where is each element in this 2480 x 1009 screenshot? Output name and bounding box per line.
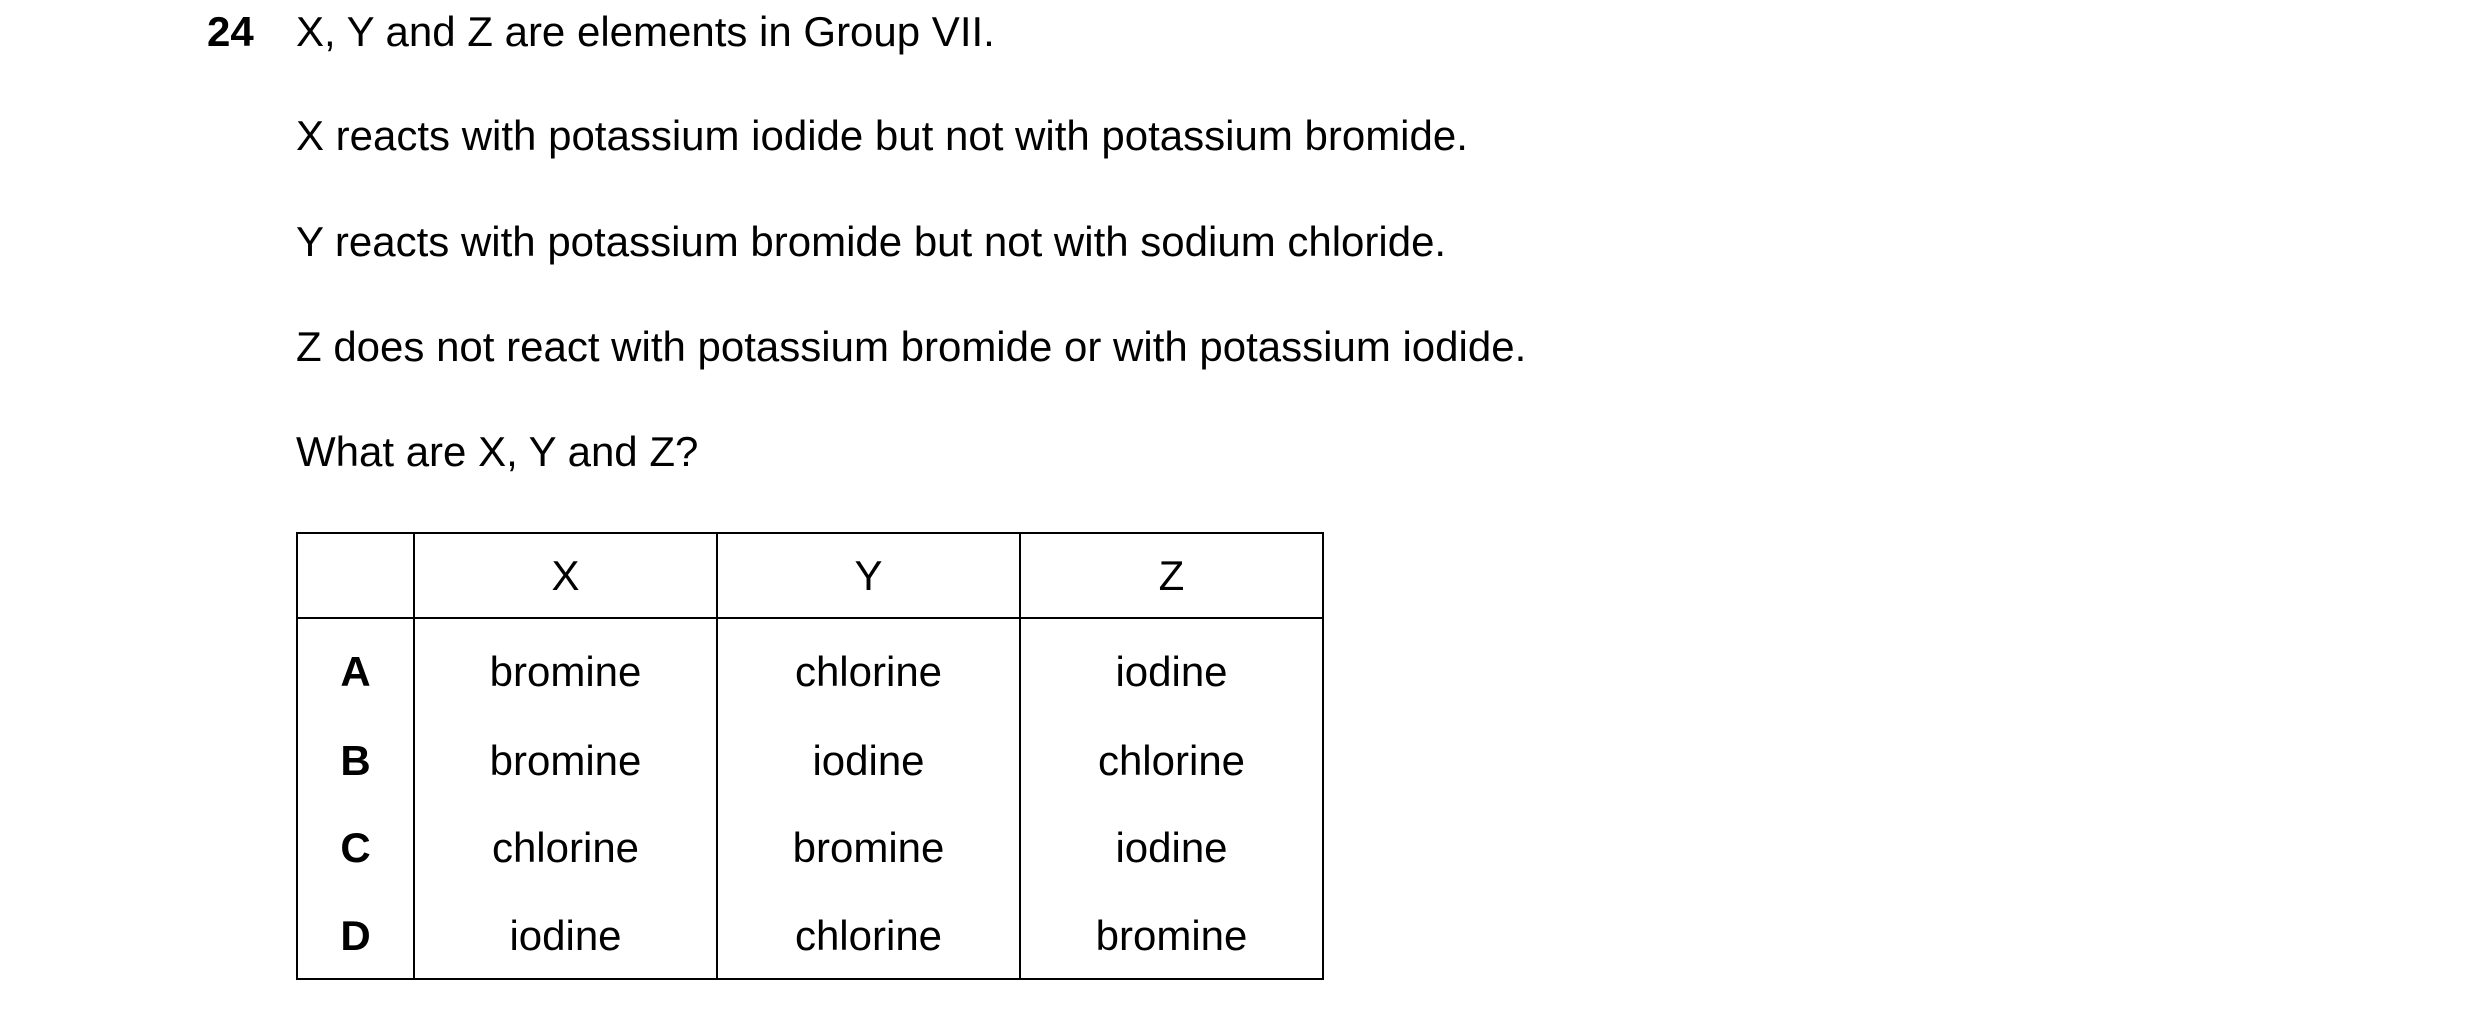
option-cell-y: iodine: [717, 717, 1020, 804]
option-cell-y: bromine: [717, 804, 1020, 891]
option-row-b[interactable]: [297, 717, 1323, 804]
table-header-row: [297, 533, 1323, 618]
option-cell-z: iodine: [1020, 804, 1323, 891]
option-cell-x: chlorine: [414, 804, 717, 891]
header-cell-blank: [297, 533, 414, 618]
header-cell-z: Z: [1020, 533, 1323, 618]
option-row-a[interactable]: [297, 618, 1323, 717]
question-prompt: What are X, Y and Z?: [296, 428, 699, 475]
option-row-c[interactable]: [297, 804, 1323, 891]
answer-options-table: [296, 532, 1324, 980]
option-cell-z: iodine: [1020, 618, 1323, 717]
option-cell-z: bromine: [1020, 891, 1323, 979]
option-key: C: [297, 804, 414, 891]
option-key: A: [297, 618, 414, 717]
header-cell-y: Y: [717, 533, 1020, 618]
option-row-d[interactable]: [297, 891, 1323, 979]
question-stem-line-2: X reacts with potassium iodide but not with potassium bromide.: [296, 112, 1468, 159]
option-cell-z: chlorine: [1020, 717, 1323, 804]
question-stem-line-4: Z does not react with potassium bromide or with potassium iodide.: [296, 323, 1527, 370]
option-cell-x: iodine: [414, 891, 717, 979]
option-key: B: [297, 717, 414, 804]
question-stem-line-3: Y reacts with potassium bromide but not with sodium chloride.: [296, 218, 1447, 265]
option-cell-y: chlorine: [717, 891, 1020, 979]
header-cell-x: X: [414, 533, 717, 618]
option-cell-x: bromine: [414, 618, 717, 717]
option-key: D: [297, 891, 414, 979]
question-stem-line-1: X, Y and Z are elements in Group VII.: [296, 8, 995, 55]
question-number: 24: [207, 8, 254, 55]
option-cell-x: bromine: [414, 717, 717, 804]
option-cell-y: chlorine: [717, 618, 1020, 717]
